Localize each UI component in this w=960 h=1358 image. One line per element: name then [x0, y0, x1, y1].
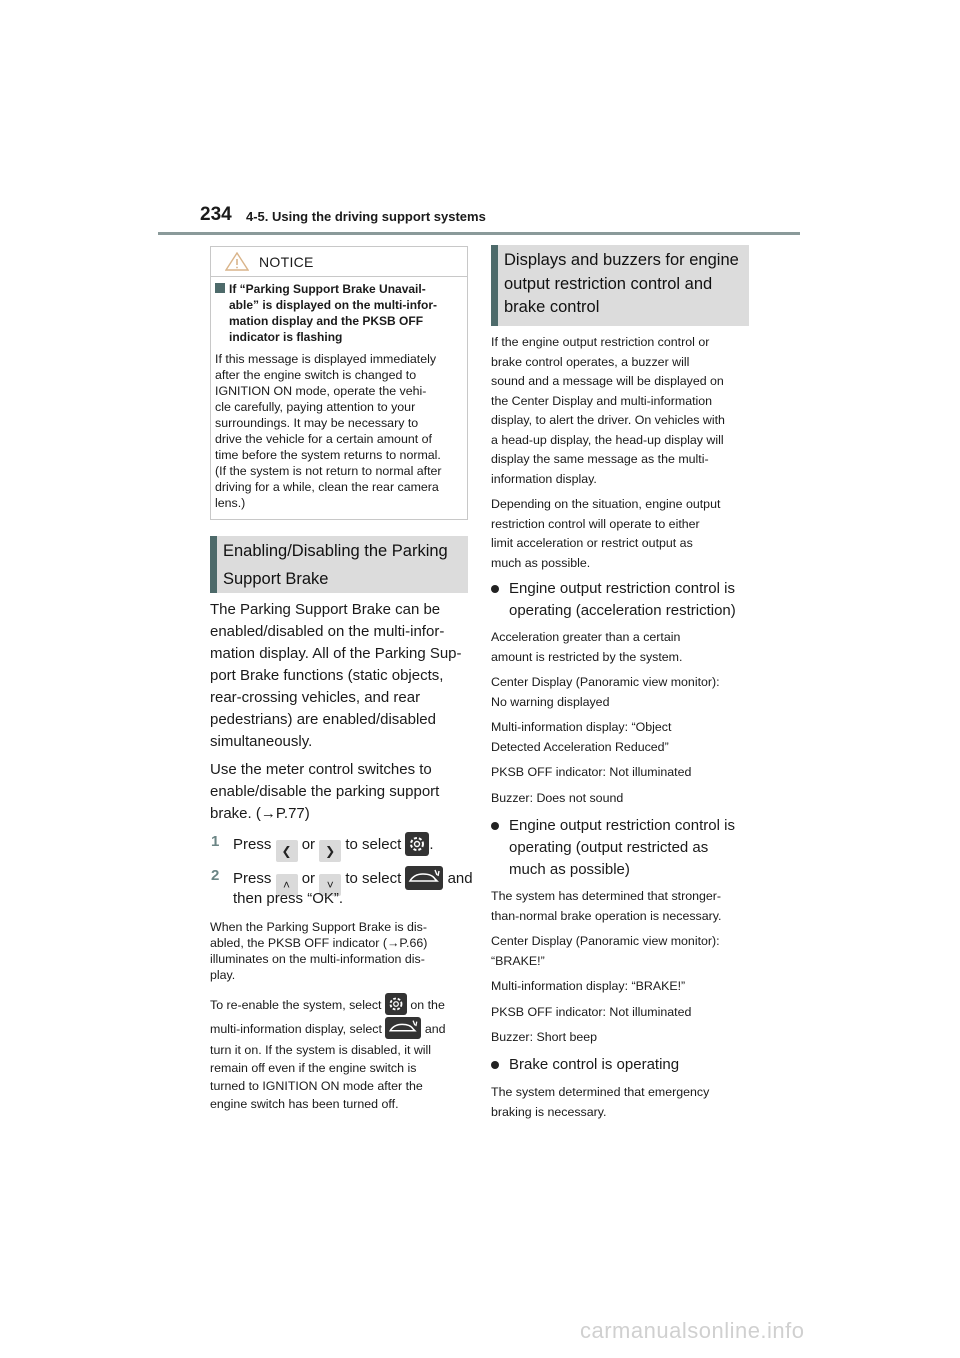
note-line: play.	[210, 968, 236, 982]
step-1	[233, 832, 473, 862]
paragraph-line: limit acceleration or restrict output as	[491, 536, 693, 550]
notice-subheading-line: mation display and the PKSB OFF	[229, 314, 424, 328]
bullet-3-details	[491, 1083, 753, 1122]
note-line: turned to IGNITION ON mode after the	[210, 1079, 423, 1093]
page-number: 234	[200, 204, 232, 225]
detail-line: Buzzer: Short beep	[491, 1030, 598, 1044]
paragraph-line: a head-up display, the head-up display will	[491, 432, 724, 447]
note-line: illuminates on the multi-information dis-	[210, 952, 425, 966]
section-header: 4-5. Using the driving support systems	[246, 209, 486, 224]
detail-line: Buzzer: Does not sound	[491, 790, 624, 805]
paragraph-line: Depending on the situation, engine output	[491, 497, 721, 511]
vehicle-pksb-icon	[405, 866, 443, 890]
notice-subheading-line: indicator is flashing	[229, 330, 343, 344]
step-text: or	[301, 836, 316, 853]
section-heading-line: output restriction control and	[504, 274, 713, 293]
bullet-title-line: Engine output restriction control is	[509, 817, 735, 834]
step-text: Press	[233, 836, 272, 853]
detail-line: Acceleration greater than a certain	[491, 630, 681, 644]
paragraph-line: pedestrians) are enabled/disabled	[210, 711, 436, 728]
paragraph-line: Use the meter control switches to	[210, 761, 432, 778]
bullet-title-line: Engine output restriction control is	[509, 580, 735, 597]
detail-line: than-normal brake operation is necessary.	[491, 908, 722, 923]
settings-gear-icon	[385, 993, 407, 1015]
step-text: Press	[233, 870, 272, 887]
step-number: 1	[211, 833, 220, 850]
paragraph-line: brake. (→P.77)	[210, 805, 310, 822]
bullet-dot-icon	[491, 1061, 499, 1069]
note-line	[210, 1017, 472, 1041]
notice-body	[215, 351, 465, 511]
bullet-title-line: operating (acceleration restriction)	[509, 602, 736, 619]
note-text: multi-information display, select	[210, 1022, 382, 1036]
bullet-2-details	[491, 887, 753, 1048]
paragraph-line: rear-crossing vehicles, and rear	[210, 689, 421, 706]
step-text: .	[429, 836, 434, 853]
paragraph-line: mation display. All of the Parking Sup-	[210, 645, 462, 662]
detail-line: Multi-information display: “BRAKE!”	[491, 979, 686, 993]
notice-line: driving for a while, clean the rear camera	[215, 480, 439, 494]
note-line: abled, the PKSB OFF indicator (→P.66)	[210, 936, 428, 950]
paragraph-line: brake control operates, a buzzer will	[491, 354, 690, 369]
bullet-dot-icon	[491, 585, 499, 593]
paragraph-line: sound and a message will be displayed on	[491, 374, 724, 388]
bullet-title-line: Brake control is operating	[509, 1056, 680, 1073]
detail-line: “BRAKE!”	[491, 953, 545, 968]
paragraph-line: restriction control will operate to either	[491, 516, 700, 531]
section-heading-line: Support Brake	[223, 569, 329, 588]
step-text: then press “OK”.	[233, 890, 344, 907]
bullet-1-details	[491, 628, 753, 808]
paragraph-line: The Parking Support Brake can be	[210, 601, 441, 618]
vehicle-pksb-icon	[385, 1017, 421, 1039]
up-arrow-key-icon: ˄	[276, 874, 298, 896]
detail-line: No warning displayed	[491, 694, 610, 709]
detail-line: PKSB OFF indicator: Not illuminated	[491, 1004, 692, 1019]
paragraph-line: enable/disable the parking support	[210, 783, 440, 800]
paragraph-line: the Center Display and multi-information	[491, 393, 713, 408]
notice-subheading-line: If “Parking Support Brake Unavail-	[229, 282, 426, 296]
section-heading-line: Displays and buzzers for engine	[504, 251, 739, 269]
detail-line: Detected Acceleration Reduced”	[491, 739, 669, 754]
detail-line: amount is restricted by the system.	[491, 649, 683, 664]
notice-header	[211, 247, 467, 277]
section-heading-line: brake control	[504, 298, 600, 316]
intro-paragraph-right-2	[491, 495, 753, 573]
note-disabled	[210, 919, 470, 983]
detail-line: Center Display (Panoramic view monitor):	[491, 934, 720, 948]
note-text: and	[424, 1022, 446, 1036]
notice-line: drive the vehicle for a certain amount of	[215, 432, 432, 446]
header-rule	[158, 232, 800, 235]
paragraph-line: If the engine output restriction control or	[491, 335, 710, 349]
paragraph-line: simultaneously.	[210, 733, 313, 750]
step-number: 2	[211, 867, 220, 884]
intro-paragraph	[210, 599, 470, 753]
detail-line: Center Display (Panoramic view monitor):	[491, 675, 720, 689]
note-line: remain off even if the engine switch is	[210, 1061, 417, 1075]
meter-switch-paragraph	[210, 759, 470, 825]
down-arrow-key-icon: ˅	[319, 874, 341, 896]
warning-triangle-icon	[225, 252, 249, 271]
bullet-dot-icon	[491, 822, 499, 830]
notice-line: surroundings. It may be necessary to	[215, 416, 419, 430]
notice-line: after the engine switch is changed to	[215, 368, 417, 382]
section-heading-parking-support-brake	[210, 536, 468, 593]
watermark: carmanualsonline.info	[580, 1318, 805, 1343]
notice-line: cle carefully, paying attention to your	[215, 400, 416, 414]
note-text: on the	[410, 998, 445, 1012]
step-text: to select	[345, 836, 402, 853]
step-text: and	[447, 870, 473, 887]
paragraph-line: port Brake functions (static objects,	[210, 667, 444, 684]
paragraph-line: display, to alert the driver. On vehicles with	[491, 413, 725, 427]
note-text: To re-enable the system, select	[210, 998, 382, 1012]
notice-line: If this message is displayed immediately	[215, 352, 437, 366]
right-arrow-key-icon: ❯	[319, 840, 341, 862]
notice-box	[210, 246, 468, 520]
note-line: When the Parking Support Brake is dis-	[210, 920, 427, 934]
note-line	[210, 993, 472, 1017]
step-text: to select	[345, 870, 402, 887]
detail-line: The system determined that emergency	[491, 1085, 710, 1099]
note-line: turn it on. If the system is disabled, it will	[210, 1043, 432, 1057]
detail-line: braking is necessary.	[491, 1104, 607, 1119]
detail-line: Multi-information display: “Object	[491, 720, 672, 734]
notice-subheading	[215, 281, 463, 345]
square-bullet-icon	[215, 283, 225, 293]
paragraph-line: information display.	[491, 471, 597, 486]
paragraph-line: display the same message as the multi-	[491, 452, 709, 466]
detail-line: The system has determined that stronger-	[491, 889, 722, 903]
note-line: engine switch has been turned off.	[210, 1097, 399, 1111]
section-heading-displays-buzzers	[491, 245, 749, 326]
bullet-title-line: much as possible)	[509, 861, 630, 878]
notice-line: time before the system returns to normal.	[215, 448, 441, 462]
paragraph-line: enabled/disabled on the multi-infor-	[210, 623, 445, 640]
step-text: or	[301, 870, 316, 887]
notice-line: IGNITION ON mode, operate the vehi-	[215, 384, 427, 398]
section-heading-line: Enabling/Disabling the Parking	[223, 542, 448, 560]
paragraph-line: much as possible.	[491, 555, 591, 570]
detail-line: PKSB OFF indicator: Not illuminated	[491, 765, 692, 779]
settings-gear-icon	[405, 832, 429, 856]
notice-line: lens.)	[215, 496, 246, 510]
bullet-title-line: operating (output restricted as	[509, 839, 709, 856]
intro-paragraph-right	[491, 333, 753, 489]
notice-subheading-line: able” is displayed on the multi-infor-	[229, 298, 438, 312]
left-arrow-key-icon: ❮	[276, 840, 298, 862]
note-reenable	[210, 993, 472, 1113]
notice-label: NOTICE	[259, 254, 314, 270]
notice-line: (If the system is not return to normal after	[215, 464, 442, 478]
